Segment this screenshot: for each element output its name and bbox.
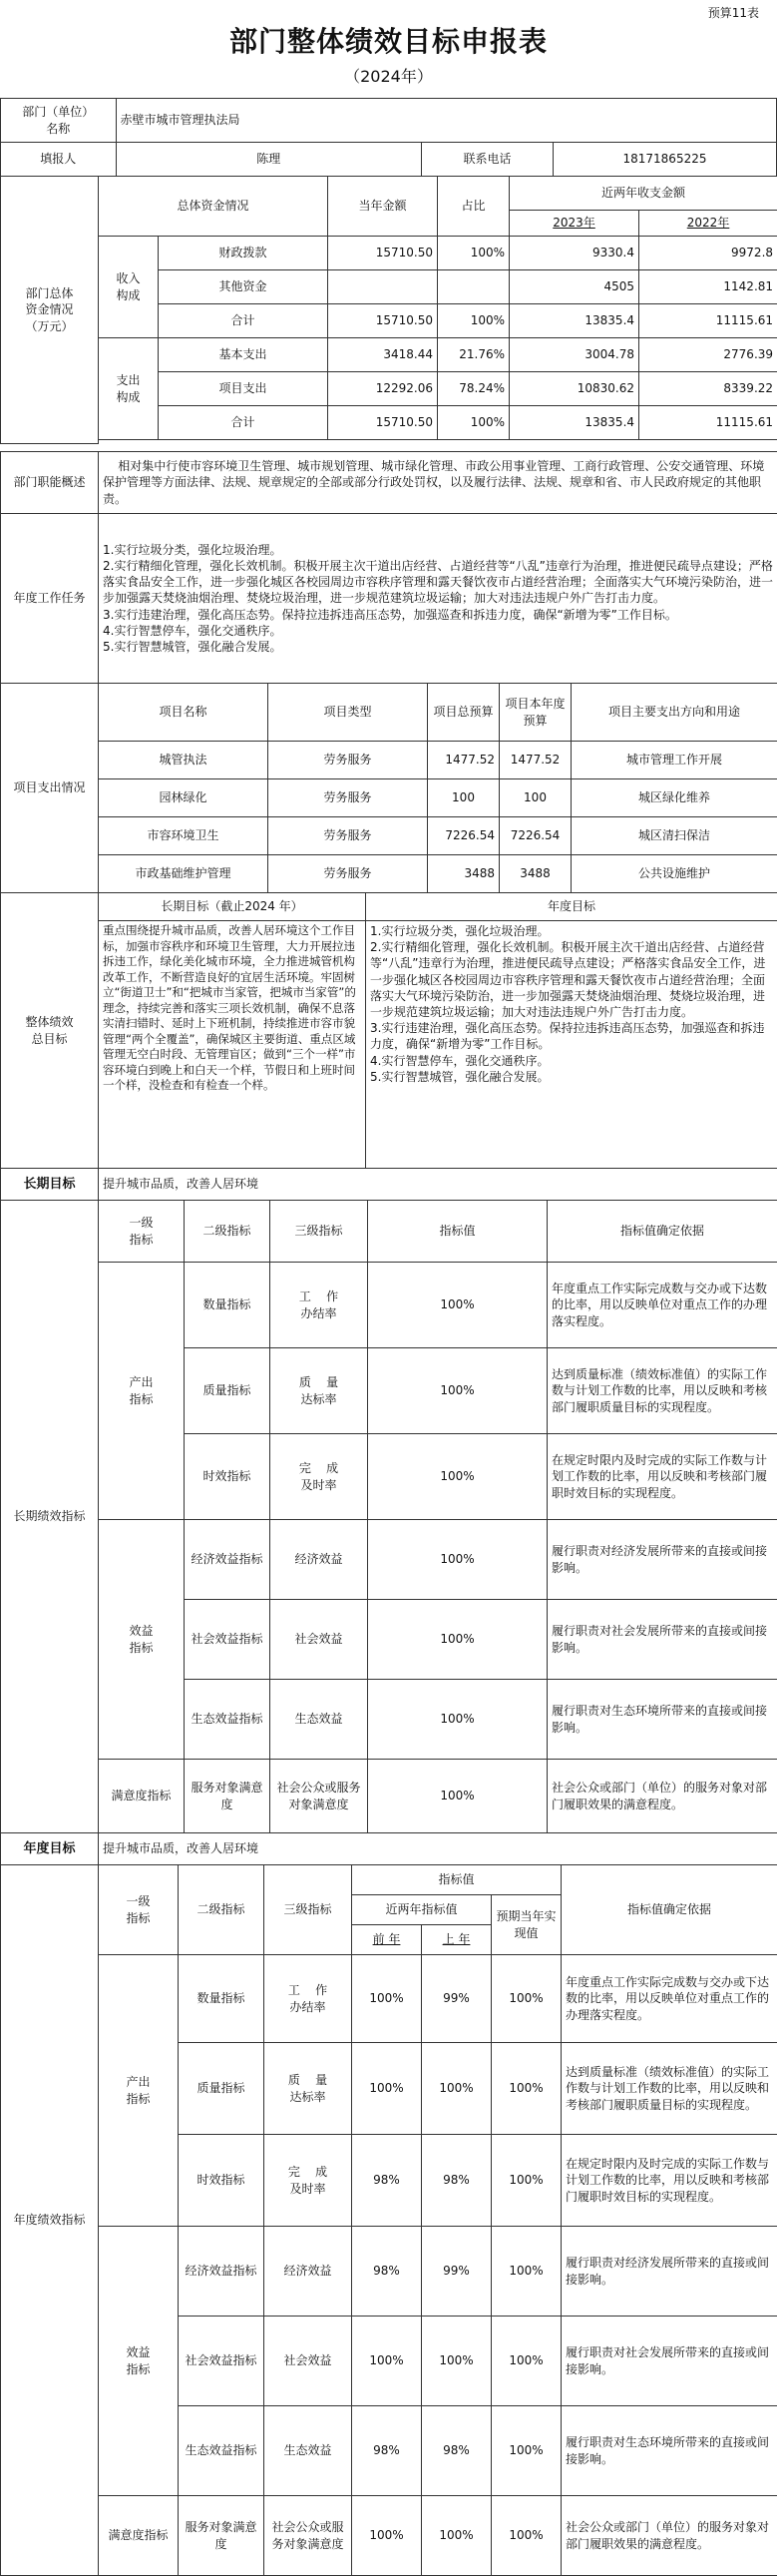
year-prev: 98% [352, 2135, 422, 2227]
projects-header-type: 项目类型 [268, 684, 428, 742]
project-type: 劳务服务 [268, 742, 428, 779]
phone-value: 18171865225 [554, 143, 777, 177]
project-type: 劳务服务 [268, 779, 428, 817]
income-amount: 15710.50 [328, 304, 438, 338]
long-basis: 社会公众或部门（单位）的服务对象对部门履职效果的满意程度。 [548, 1760, 777, 1833]
year-plan: 100% [492, 2043, 562, 2135]
year-last: 98% [422, 2135, 492, 2227]
year-basis: 在规定时限内及时完成的实际工作数与计划工作数的比率，用以反映和考核部门履职时效目标的实现程度。 [562, 2135, 777, 2227]
overall-goals-label: 整体绩效 总目标 [1, 893, 99, 1169]
year-l2: 生态效益指标 [179, 2406, 264, 2496]
functions-label: 部门职能概述 [1, 452, 99, 514]
long-value: 100% [368, 1348, 548, 1434]
year-header-value: 指标值 [352, 1865, 562, 1895]
project-type: 劳务服务 [268, 855, 428, 893]
income-name: 合计 [159, 304, 328, 338]
long-header-basis: 指标值确定依据 [548, 1201, 777, 1263]
expense-2023: 3004.78 [510, 338, 639, 372]
income-ratio [438, 270, 510, 304]
project-budget: 7226.54 [428, 817, 500, 855]
year-l2: 时效指标 [179, 2135, 264, 2227]
income-2022: 9972.8 [639, 237, 777, 270]
expense-2023: 10830.62 [510, 372, 639, 406]
year-header-plan: 预期当年实 现值 [492, 1895, 562, 1955]
expense-label: 支出 构成 [99, 338, 159, 440]
long-value: 100% [368, 1434, 548, 1520]
year-last: 100% [422, 2317, 492, 2406]
year-header-l1: 一级 指标 [99, 1865, 179, 1955]
long-l3: 生态效益 [270, 1680, 368, 1760]
long-basis: 在规定时限内及时完成的实际工作数与计划工作数的比率，用以反映和考核部门履职时效目标的实现程度。 [548, 1434, 777, 1520]
project-year-budget: 7226.54 [500, 817, 572, 855]
year-header-l3: 三级指标 [264, 1865, 352, 1955]
year-plan: 100% [492, 2496, 562, 2576]
table-number-tag: 预算11表 [708, 4, 759, 21]
page-title: 部门整体绩效目标申报表 [0, 20, 777, 60]
basic-info-table [0, 98, 777, 177]
year-basis: 社会公众或部门（单位）的服务对象对部门履职效果的满意程度。 [562, 2496, 777, 2576]
long-l2: 社会效益指标 [185, 1600, 270, 1680]
expense-amount: 15710.50 [328, 406, 438, 440]
long-l3: 社会公众或服务对象满意度 [270, 1760, 368, 1833]
year-l2: 服务对象满意度 [179, 2496, 264, 2576]
funds-table [0, 176, 777, 444]
year-l3: 工 作 办结率 [264, 1955, 352, 2043]
projects-header-year-budget: 项目本年度 预算 [500, 684, 572, 742]
long-l1: 满意度指标 [99, 1760, 185, 1833]
functions-table [0, 451, 777, 684]
dept-name-value: 赤壁市城市管理执法局 [116, 99, 776, 143]
year-header-basis: 指标值确定依据 [562, 1865, 777, 1955]
year-basis: 年度重点工作实际完成数与交办或下达数的比率，用以反映单位对重点工作的办理落实程度。 [562, 1955, 777, 2043]
income-label: 收入 构成 [99, 237, 159, 338]
year-target-text: 提升城市品质，改善人居环境 [99, 1833, 777, 1865]
year-l2: 数量指标 [179, 1955, 264, 2043]
year-prev: 100% [352, 1955, 422, 2043]
project-usage: 城市管理工作开展 [572, 742, 777, 779]
expense-ratio: 21.76% [438, 338, 510, 372]
long-indicators-label: 长期绩效指标 [1, 1201, 99, 1833]
project-type: 劳务服务 [268, 817, 428, 855]
year-goal-header: 年度目标 [366, 893, 777, 921]
year-last: 100% [422, 2043, 492, 2135]
report-year: （2024年） [0, 64, 777, 87]
income-2022: 11115.61 [639, 304, 777, 338]
funds-header-ratio: 占比 [438, 177, 510, 237]
projects-label: 项目支出情况 [1, 684, 99, 893]
long-basis: 履行职责对社会发展所带来的直接或间接影响。 [548, 1600, 777, 1680]
project-year-budget: 3488 [500, 855, 572, 893]
annual-tasks-text: 1.实行垃圾分类，强化垃圾治理。 2.实行精细化管理，强化长效机制。积极开展主次干道出店经营、占道经营等“八乱”违章行为治理，推进便民疏导点建设；严格落实食品安全工作，进一步强化城区各校园周边市容秩序管理和露天餐饮夜市占道经营治理；全面落实大气环境污染防治，进一步加强露天焚烧油烟治理、焚烧垃圾治理，进一步规范建筑垃圾运输；加大对违法违规户外广告打击力度。 3.实行违建治理，强化高压态势。保持拉违拆违高压态势，加强巡查和拆违力度，确保“新增为零”工作目标。 4.实行智慧停车，强化交通秩序。 5.实行智慧城管，强化融合发展。 [99, 514, 777, 684]
projects-header-budget: 项目总预算 [428, 684, 500, 742]
year-indicators-label: 年度绩效指标 [1, 1865, 99, 2576]
year-last: 99% [422, 1955, 492, 2043]
year-header-prev: 前 年 [352, 1925, 422, 1955]
year-header-recent: 近两年指标值 [352, 1895, 492, 1925]
long-l3: 工 作 办结率 [270, 1263, 368, 1348]
year-plan: 100% [492, 2227, 562, 2317]
annual-tasks-label: 年度工作任务 [1, 514, 99, 684]
long-l2: 时效指标 [185, 1434, 270, 1520]
funds-header-2022: 2022年 [639, 211, 777, 237]
expense-2022: 2776.39 [639, 338, 777, 372]
long-goal-text: 重点围绕提升城市品质，改善人居环境这个工作目标，加强市容秩序和环境卫生管理，大力开展拉违拆违工作，绿化美化城市环境，全力推进城管机构改革工作，不断营造良好的宜居生活环境。牢固树立“街道卫士”和“把城市当家管，把城市当家管”的理念，持续完善和落实三项长效机制，确保不息落实清扫错时、延时上下班机制，持续推进市容市貌管理“两个全覆盖”，确保城区主要街道、重点区域管理无空白时段、无管理盲区；做到“三个一样”市容环境白到晚上和白天一个样，节假日和上班时间一个样，没检查和有检查一个样。 [99, 921, 366, 1169]
expense-ratio: 78.24% [438, 372, 510, 406]
year-header-last: 上 年 [422, 1925, 492, 1955]
year-l1: 满意度指标 [99, 2496, 179, 2576]
year-l3: 质 量 达标率 [264, 2043, 352, 2135]
long-goal-header: 长期目标（截止2024 年） [99, 893, 366, 921]
funds-header-current: 当年金额 [328, 177, 438, 237]
project-usage: 城区绿化维养 [572, 779, 777, 817]
income-2022: 1142.81 [639, 270, 777, 304]
project-year-budget: 1477.52 [500, 742, 572, 779]
year-header-l2: 二级指标 [179, 1865, 264, 1955]
year-basis: 履行职责对社会发展所带来的直接或间接影响。 [562, 2317, 777, 2406]
year-l2: 经济效益指标 [179, 2227, 264, 2317]
year-l1: 效益 指标 [99, 2227, 179, 2496]
year-plan: 100% [492, 1955, 562, 2043]
long-header-l1: 一级 指标 [99, 1201, 185, 1263]
year-prev: 100% [352, 2496, 422, 2576]
long-l3: 质 量 达标率 [270, 1348, 368, 1434]
year-target-table [0, 1832, 777, 1865]
year-plan: 100% [492, 2317, 562, 2406]
income-amount [328, 270, 438, 304]
long-target-table [0, 1168, 777, 1201]
year-last: 98% [422, 2406, 492, 2496]
year-prev: 100% [352, 2043, 422, 2135]
project-name: 园林绿化 [99, 779, 268, 817]
income-name: 财政拨款 [159, 237, 328, 270]
year-indicators-table [0, 1864, 777, 2576]
long-basis: 履行职责对经济发展所带来的直接或间接影响。 [548, 1520, 777, 1600]
year-l3: 社会效益 [264, 2317, 352, 2406]
long-value: 100% [368, 1263, 548, 1348]
expense-ratio: 100% [438, 406, 510, 440]
funds-header-total: 总体资金情况 [99, 177, 328, 237]
expense-2023: 13835.4 [510, 406, 639, 440]
year-plan: 100% [492, 2135, 562, 2227]
long-header-value: 指标值 [368, 1201, 548, 1263]
year-prev: 100% [352, 2317, 422, 2406]
projects-header-usage: 项目主要支出方向和用途 [572, 684, 777, 742]
expense-amount: 12292.06 [328, 372, 438, 406]
project-usage: 城区清扫保洁 [572, 817, 777, 855]
year-l3: 生态效益 [264, 2406, 352, 2496]
project-name: 市容环境卫生 [99, 817, 268, 855]
year-l2: 社会效益指标 [179, 2317, 264, 2406]
income-2023: 9330.4 [510, 237, 639, 270]
long-header-l3: 三级指标 [270, 1201, 368, 1263]
project-usage: 公共设施维护 [572, 855, 777, 893]
long-basis: 年度重点工作实际完成数与交办或下达数的比率，用以反映单位对重点工作的办理落实程度。 [548, 1263, 777, 1348]
year-last: 100% [422, 2496, 492, 2576]
expense-name: 基本支出 [159, 338, 328, 372]
long-value: 100% [368, 1680, 548, 1760]
expense-2022: 8339.22 [639, 372, 777, 406]
phone-label: 联系电话 [421, 143, 553, 177]
long-l2: 质量指标 [185, 1348, 270, 1434]
long-l3: 完 成 及时率 [270, 1434, 368, 1520]
long-l2: 服务对象满意度 [185, 1760, 270, 1833]
funds-header-recent: 近两年收支金额 [510, 177, 777, 211]
year-prev: 98% [352, 2406, 422, 2496]
income-2023: 13835.4 [510, 304, 639, 338]
project-budget: 1477.52 [428, 742, 500, 779]
year-basis: 履行职责对生态环境所带来的直接或间接影响。 [562, 2406, 777, 2496]
year-l1: 产出 指标 [99, 1955, 179, 2227]
project-name: 市政基础维护管理 [99, 855, 268, 893]
year-target-label: 年度目标 [1, 1833, 99, 1865]
funds-label: 部门总体 资金情况 （万元） [1, 177, 99, 444]
project-name: 城管执法 [99, 742, 268, 779]
income-name: 其他资金 [159, 270, 328, 304]
project-budget: 100 [428, 779, 500, 817]
long-target-text: 提升城市品质，改善人居环境 [99, 1169, 777, 1201]
income-ratio: 100% [438, 304, 510, 338]
year-l3: 完 成 及时率 [264, 2135, 352, 2227]
year-l2: 质量指标 [179, 2043, 264, 2135]
year-last: 99% [422, 2227, 492, 2317]
funds-header-2023: 2023年 [510, 211, 639, 237]
projects-header-name: 项目名称 [99, 684, 268, 742]
project-year-budget: 100 [500, 779, 572, 817]
long-value: 100% [368, 1600, 548, 1680]
long-header-l2: 二级指标 [185, 1201, 270, 1263]
year-plan: 100% [492, 2406, 562, 2496]
functions-text: 相对集中行使市容环境卫生管理、城市规划管理、城市绿化管理、市政公用事业管理、工商行政管理、公安交通管理、环境保护管理等方面法律、法规、规章规定的全部或部分行政处罚权，以及履行法律、法规、规章和省、市人民政府规定的其他职责。 [99, 452, 777, 514]
long-value: 100% [368, 1520, 548, 1600]
year-basis: 履行职责对经济发展所带来的直接或间接影响。 [562, 2227, 777, 2317]
long-l2: 经济效益指标 [185, 1520, 270, 1600]
year-basis: 达到质量标准（绩效标准值）的实际工作数与计划工作数的比率，用以反映和考核部门履职质量目标的实现程度。 [562, 2043, 777, 2135]
year-prev: 98% [352, 2227, 422, 2317]
projects-table [0, 683, 777, 893]
income-2023: 4505 [510, 270, 639, 304]
project-budget: 3488 [428, 855, 500, 893]
year-l3: 社会公众或服务对象满意度 [264, 2496, 352, 2576]
long-l3: 经济效益 [270, 1520, 368, 1600]
overall-goals-table [0, 892, 777, 1169]
expense-amount: 3418.44 [328, 338, 438, 372]
income-ratio: 100% [438, 237, 510, 270]
expense-name: 合计 [159, 406, 328, 440]
filler-value: 陈理 [116, 143, 421, 177]
long-l1: 产出 指标 [99, 1263, 185, 1520]
income-amount: 15710.50 [328, 237, 438, 270]
long-target-label: 长期目标 [1, 1169, 99, 1201]
long-l1: 效益 指标 [99, 1520, 185, 1760]
long-indicators-table [0, 1200, 777, 1833]
expense-name: 项目支出 [159, 372, 328, 406]
long-l3: 社会效益 [270, 1600, 368, 1680]
long-l2: 数量指标 [185, 1263, 270, 1348]
year-goal-text: 1.实行垃圾分类，强化垃圾治理。 2.实行精细化管理，强化长效机制。积极开展主次干道出店经营、占道经营等“八乱”违章行为治理，推进便民疏导点建设；严格落实食品安全工作，进一步强化城区各校园周边市容秩序管理和露天餐饮夜市占道经营治理；全面落实大气环境污染防治，进一步加强露天焚烧油烟治理、焚烧垃圾治理，进一步规范建筑垃圾运输；加大对违法违规户外广告打击力度。 3.实行违建治理，强化高压态势。保持拉违拆违高压态势，加强巡查和拆违力度，确保“新增为零”工作目标。 4.实行智慧停车，强化交通秩序。 5.实行智慧城管，强化融合发展。 [366, 921, 777, 1169]
expense-2022: 11115.61 [639, 406, 777, 440]
filler-label: 填报人 [1, 143, 117, 177]
long-basis: 达到质量标准（绩效标准值）的实际工作数与计划工作数的比率，用以反映和考核部门履职质量目标的实现程度。 [548, 1348, 777, 1434]
long-value: 100% [368, 1760, 548, 1833]
long-basis: 履行职责对生态环境所带来的直接或间接影响。 [548, 1680, 777, 1760]
year-l3: 经济效益 [264, 2227, 352, 2317]
long-l2: 生态效益指标 [185, 1680, 270, 1760]
dept-name-label: 部门（单位） 名称 [1, 99, 117, 143]
